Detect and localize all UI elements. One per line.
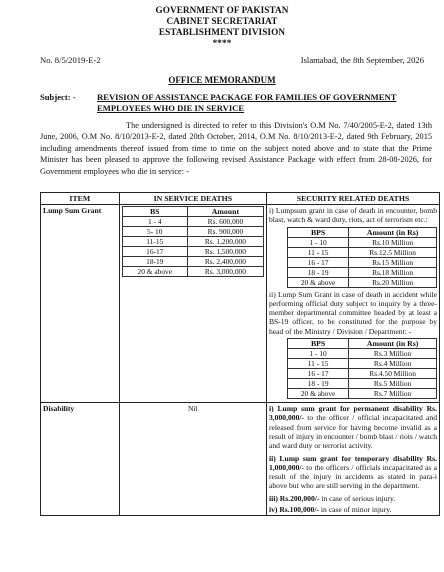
- table-row: [287, 237, 436, 247]
- disability-clause-i-text: to the officer / official incapacitated and released from service for having become invalid as a result of injury in encounter / bomb blast / riots / watch and ward duty or terrorist activity.: [268, 413, 437, 451]
- cell-bps: 16 - 17: [287, 257, 348, 267]
- cell-amount: Rs.20 Million: [349, 277, 437, 287]
- cell-amount: Rs. 3,000,000: [187, 267, 263, 277]
- disability-clause-ii: [269, 454, 437, 491]
- cell-amount: Rs. 1,200,000: [187, 237, 263, 247]
- cell-bs: 18-19: [122, 257, 187, 267]
- cell-amount: Rs.18 Million: [349, 267, 437, 277]
- reference-row: [40, 55, 424, 65]
- cell-amount: Rs.15 Million: [349, 257, 437, 267]
- table-row: [287, 247, 436, 257]
- table-row: [122, 227, 263, 237]
- security-disability: [266, 403, 439, 516]
- cell-amount: Rs.10 Million: [349, 237, 437, 247]
- cell-bps: 18 - 19: [287, 267, 348, 277]
- disability-clause-iv: [269, 505, 437, 514]
- table-row: [122, 267, 263, 277]
- table-row: [122, 257, 263, 267]
- in-service-lump-sum: [119, 205, 266, 403]
- subject-text: REVISION OF ASSISTANCE PACKAGE FOR FAMILIES OF GOVERNMENT EMPLOYEES WHO DIE IN SERVICE: [97, 92, 397, 113]
- cell-bps: 18 - 19: [287, 379, 348, 389]
- cell-amount: Rs.4 Million: [349, 359, 437, 369]
- memo-title: OFFICE MEMORANDUM: [168, 75, 276, 85]
- cell-bs: 16-17: [122, 247, 187, 257]
- header-security: SECURITY RELATED DEATHS: [266, 193, 439, 205]
- col-amount: Amount: [187, 207, 263, 217]
- security-clause-i: i) Lumpsum grant in case of death in encounter, bomb blast, watch & ward duty, riots, act of terrorism etc.:: [268, 206, 437, 225]
- table-row: [122, 237, 263, 247]
- cell-bs: 11-15: [122, 237, 187, 247]
- table-row-lump-sum: [41, 205, 440, 403]
- cell-bs: 5- 10: [122, 227, 187, 237]
- cell-amount: Rs. 600,000: [187, 217, 263, 227]
- col-bs: BS: [122, 207, 187, 217]
- disability-clause-iii-text: in case of serious injury.: [319, 493, 396, 503]
- letterhead-line-2: CABINET SECRETARIAT: [166, 16, 278, 26]
- table-row: [287, 369, 436, 379]
- cell-amount: Rs. 2,400,000: [187, 257, 263, 267]
- table-header-row: [41, 193, 440, 205]
- col-bps: BPS: [287, 227, 348, 237]
- cell-amount: Rs.7 Million: [349, 389, 437, 399]
- table-row-disability: [41, 403, 440, 516]
- col-amount: Amount (in Rs): [349, 227, 437, 237]
- cell-bps: 11 - 15: [287, 247, 348, 257]
- cell-bps: 16 - 17: [287, 369, 348, 379]
- disability-clause-iii: [269, 494, 437, 503]
- disability-clause-iv-text: in case of minor injury.: [318, 505, 392, 515]
- letterhead-line-3: ESTABLISHMENT DIVISION: [158, 27, 286, 37]
- disability-clause-i-bold: i) Lump sum grant for permanent disability Rs. 3,000,000/-: [268, 404, 437, 423]
- subject-label: Subject: -: [40, 92, 76, 102]
- table-row: [122, 217, 263, 227]
- item-lump-sum: Lump Sum Grant: [41, 205, 120, 403]
- header-in-service: IN SERVICE DEATHS: [119, 193, 266, 205]
- cell-amount: Rs. 1,500,000: [187, 247, 263, 257]
- table-row: [287, 267, 436, 277]
- item-disability: Disability: [41, 403, 120, 516]
- letterhead: [0, 0, 444, 49]
- in-service-disability: Nil: [119, 403, 266, 516]
- col-amount: Amount (in Rs): [349, 339, 437, 349]
- subject-block: [40, 92, 430, 113]
- place-and-date: Islamabad, the 8th September, 2026: [300, 55, 424, 65]
- cell-bs: 20 & above: [122, 267, 187, 277]
- cell-amount: Rs.5 Million: [349, 379, 437, 389]
- cell-amount: Rs. 900,000: [187, 227, 263, 237]
- disability-clause-ii-text: to the officers / officials incapacitated as a result of the injury in accidents as stated in para-i above but who are still serving in the department.: [268, 462, 437, 491]
- security-lump-sum: [266, 205, 439, 403]
- letterhead-line-1: GOVERNMENT OF PAKISTAN: [155, 5, 289, 15]
- cell-amount: Rs.3 Million: [349, 349, 437, 359]
- cell-amount: Rs.12.5 Million: [349, 247, 437, 257]
- cell-bps: 20 & above: [287, 277, 348, 287]
- letterhead-stars: ****: [212, 38, 232, 48]
- header-item: ITEM: [41, 193, 120, 205]
- in-service-amount-table: [122, 206, 264, 277]
- disability-clause-iii-bold: iii) Rs.200,000/-: [268, 493, 320, 503]
- disability-clause-i: [269, 404, 437, 450]
- security-clause-ii: ii) Lump Sum Grant in case of death in accident while performing official duty subject to inquiry by a three-member departmental committee headed by at least a BS-19 officer, to be constituted for the purpose by head of the Ministry / Division / Department: -: [268, 289, 437, 336]
- assistance-package-table: [40, 192, 440, 516]
- reference-number: No. 8/5/2019-E-2: [40, 55, 101, 65]
- table-row: [287, 349, 436, 359]
- security-ii-amount-table: [287, 338, 437, 399]
- cell-amount: Rs.4.50 Million: [349, 369, 437, 379]
- body-paragraph: The undersigned is directed to refer to this Division's O.M No. 7/40/2005-E-2, dated 13th June, 2006, O.M No. 8/10/2013-E-2, dated 20th October, 2014, O.M No. 8/10/2013-E-2, dated 9th February, 2015 including amendments thereof issued from time to time on the subject noted above and to state that the Prime Minister has been pleased to approve the following revised Assistance Package with effect from 28-08-2026, for Government employees who die in service: -: [40, 121, 432, 176]
- cell-bs: 1 - 4: [122, 217, 187, 227]
- table-row: [287, 389, 436, 399]
- table-row: [287, 359, 436, 369]
- table-row: [287, 257, 436, 267]
- table-row: [122, 247, 263, 257]
- cell-bps: 1 - 10: [287, 349, 348, 359]
- table-row: [287, 379, 436, 389]
- cell-bps: 11 - 15: [287, 359, 348, 369]
- disability-clause-ii-bold: ii) Lump sum grant for temporary disability Rs. 1,000,000/-: [268, 453, 437, 472]
- cell-bps: 20 & above: [287, 389, 348, 399]
- cell-bps: 1 - 10: [287, 237, 348, 247]
- disability-clause-iv-bold: iv) Rs.100,000/-: [268, 505, 319, 515]
- col-bps: BPS: [287, 339, 348, 349]
- security-i-amount-table: [287, 227, 437, 288]
- table-row: [287, 277, 436, 287]
